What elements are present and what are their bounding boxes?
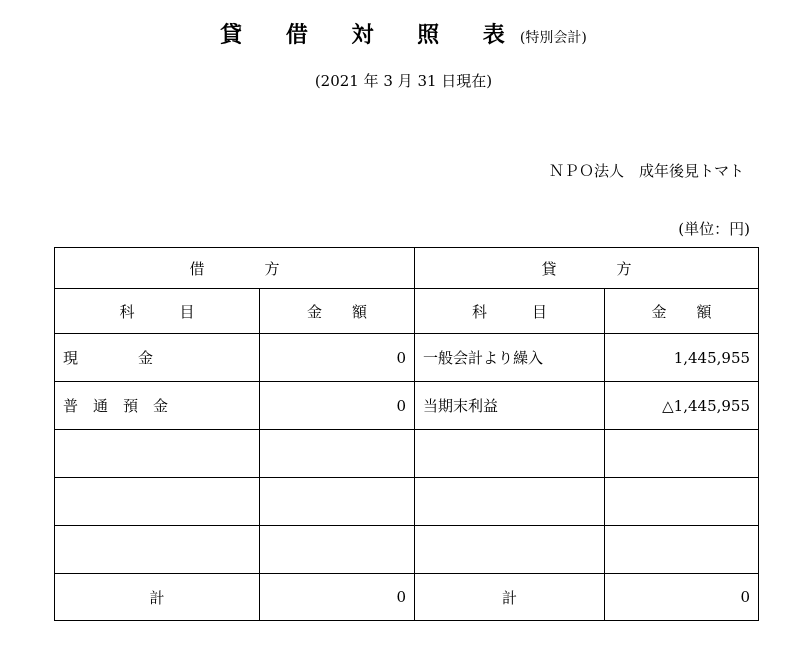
credit-item bbox=[415, 526, 605, 574]
unit-label: (単位：円) bbox=[678, 220, 750, 238]
title-main: 貸 借 対 照 表 bbox=[220, 22, 523, 48]
debit-amount-header: 金 額 bbox=[260, 289, 415, 334]
credit-item: 当期末利益 bbox=[415, 382, 605, 430]
side-header-row bbox=[55, 248, 759, 289]
organization-name: ＮＰＯ法人 成年後見トマト bbox=[548, 162, 744, 180]
debit-amount bbox=[260, 430, 415, 478]
table-row bbox=[55, 382, 759, 430]
credit-item bbox=[415, 478, 605, 526]
document-title bbox=[0, 18, 807, 49]
debit-amount bbox=[260, 526, 415, 574]
debit-item: 普 通 預 金 bbox=[55, 382, 260, 430]
credit-header: 貸 方 bbox=[415, 248, 759, 289]
debit-item bbox=[55, 526, 260, 574]
credit-total-label: 計 bbox=[415, 574, 605, 621]
debit-amount: 0 bbox=[260, 382, 415, 430]
credit-amount bbox=[605, 430, 759, 478]
table-row bbox=[55, 526, 759, 574]
debit-item: 現 金 bbox=[55, 334, 260, 382]
title-suffix: (特別会計) bbox=[519, 30, 587, 46]
debit-item-header: 科 目 bbox=[55, 289, 260, 334]
credit-item-header: 科 目 bbox=[415, 289, 605, 334]
debit-total-amount: 0 bbox=[260, 574, 415, 621]
credit-amount: 1,445,955 bbox=[605, 334, 759, 382]
as-of-date: (2021 年 3 月 31 日現在) bbox=[314, 72, 493, 90]
credit-amount bbox=[605, 526, 759, 574]
debit-amount: 0 bbox=[260, 334, 415, 382]
debit-item bbox=[55, 430, 260, 478]
debit-header: 借 方 bbox=[55, 248, 415, 289]
credit-amount-header: 金 額 bbox=[605, 289, 759, 334]
debit-item bbox=[55, 478, 260, 526]
balance-sheet-table bbox=[54, 247, 759, 621]
debit-amount bbox=[260, 478, 415, 526]
table-row bbox=[55, 478, 759, 526]
credit-item: 一般会計より繰入 bbox=[415, 334, 605, 382]
column-header-row bbox=[55, 289, 759, 334]
credit-total-amount: 0 bbox=[605, 574, 759, 621]
table-row bbox=[55, 430, 759, 478]
credit-amount: △1,445,955 bbox=[605, 382, 759, 430]
debit-total-label: 計 bbox=[55, 574, 260, 621]
credit-item bbox=[415, 430, 605, 478]
table-row bbox=[55, 334, 759, 382]
credit-amount bbox=[605, 478, 759, 526]
total-row bbox=[55, 574, 759, 621]
